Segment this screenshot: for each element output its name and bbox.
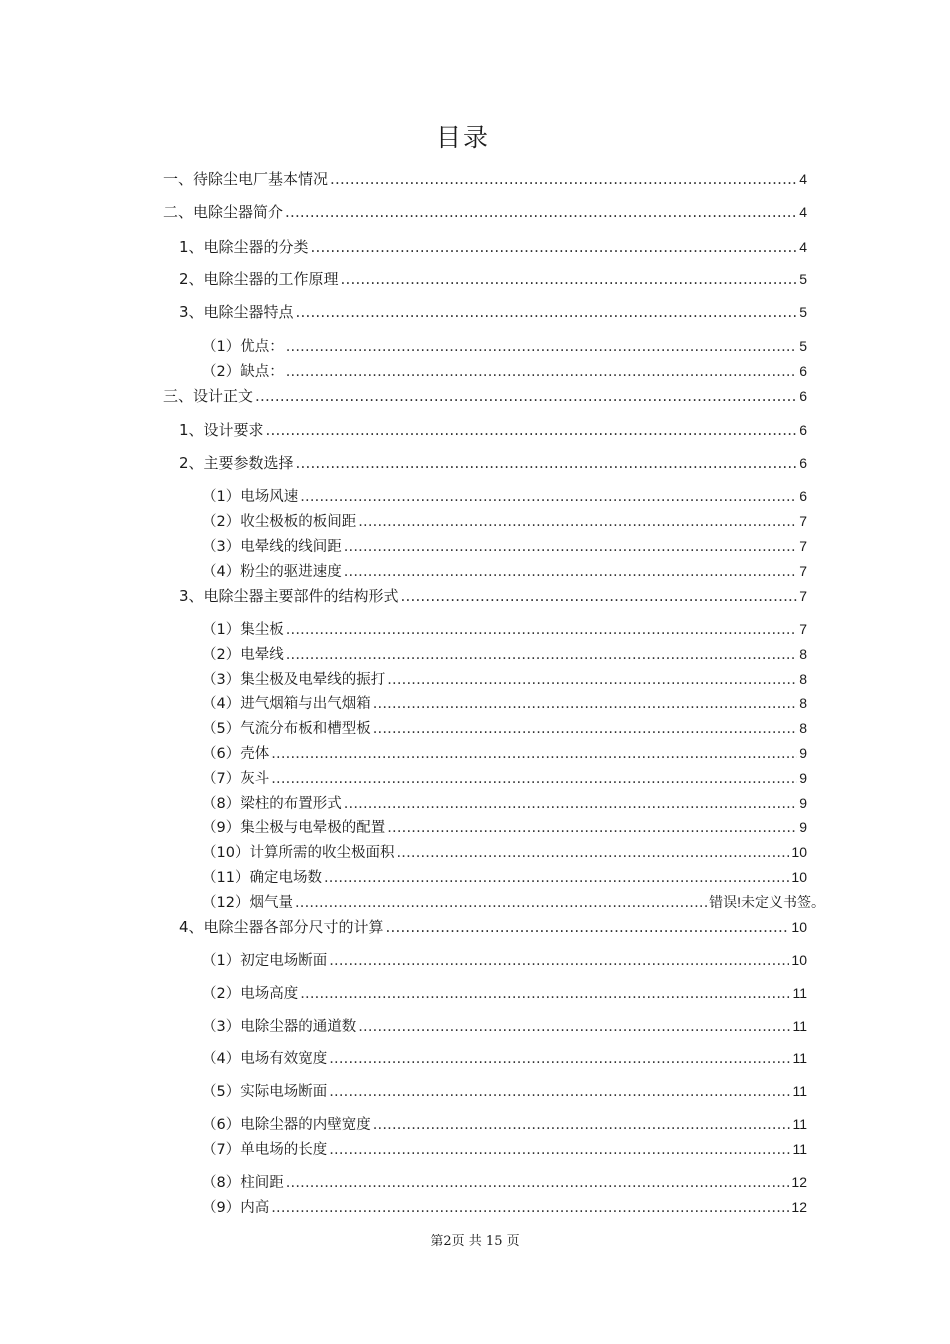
toc-entry[interactable]: [202, 1015, 807, 1037]
toc-entry[interactable]: [202, 866, 807, 888]
toc-entry[interactable]: [202, 982, 807, 1004]
toc-entry-label: 一、待除尘电厂基本情况: [163, 170, 329, 188]
toc-entry[interactable]: [179, 452, 807, 474]
toc-entry[interactable]: [202, 618, 807, 640]
toc-entry-label: （1）集尘板: [202, 622, 284, 638]
toc-entry-label: （3）集尘极及电晕线的振打: [202, 672, 386, 688]
dot-leader: [401, 585, 798, 607]
dot-leader: [344, 561, 797, 583]
toc-entry-page: 8: [799, 671, 807, 687]
dot-leader: [373, 1114, 791, 1136]
toc-entry[interactable]: [163, 385, 807, 407]
dot-leader: [329, 950, 789, 972]
dot-leader: [329, 1139, 790, 1161]
toc-entry-page: 8: [799, 646, 807, 662]
toc-entry[interactable]: [202, 1171, 807, 1193]
toc-entry[interactable]: [179, 236, 807, 258]
dot-leader: [329, 1081, 790, 1103]
toc-entry[interactable]: [202, 841, 807, 863]
toc-entry-page: 5: [799, 271, 807, 287]
toc-entry-page: 7: [799, 513, 807, 529]
dot-leader: [329, 1048, 790, 1070]
dot-leader: [296, 301, 798, 323]
toc-entry[interactable]: [202, 535, 807, 557]
dot-leader: [311, 236, 798, 258]
toc-entry[interactable]: [179, 916, 807, 938]
toc-entry-page: 6: [799, 488, 807, 504]
toc-entry[interactable]: [202, 1113, 807, 1135]
toc-entry-label: （9）集尘极与电晕极的配置: [202, 820, 386, 836]
dot-leader: [271, 743, 797, 765]
toc-entry[interactable]: [179, 301, 807, 323]
toc-entry-page: 5: [799, 338, 807, 354]
toc-entry-label: （7）单电场的长度: [202, 1142, 328, 1158]
toc-entry-page: 10: [791, 869, 807, 885]
dot-leader: [373, 718, 797, 740]
toc-entry-label: （4）进气烟箱与出气烟箱: [202, 696, 371, 712]
toc-entry-page: 5: [799, 304, 807, 320]
toc-entry[interactable]: [202, 668, 807, 690]
dot-leader: [255, 385, 797, 407]
toc-entry[interactable]: [202, 1196, 807, 1218]
toc-entry-page: 12: [791, 1199, 807, 1215]
toc-entry-label: （6）壳体: [202, 746, 270, 762]
toc-entry[interactable]: [202, 717, 807, 739]
toc-entry-label: （12）烟气量: [202, 895, 293, 911]
toc-entry[interactable]: [202, 335, 807, 357]
toc-entry-page: 11: [792, 1116, 807, 1132]
toc-entry[interactable]: [202, 742, 807, 764]
dot-leader: [358, 511, 797, 533]
toc-entry-label: 3、电除尘器特点: [179, 303, 294, 321]
toc-entry[interactable]: [179, 268, 807, 290]
toc-entry-page: 错误!未定义书签。: [709, 894, 825, 910]
toc-entry-label: 1、设计要求: [179, 421, 264, 439]
toc-entry[interactable]: [202, 360, 807, 382]
toc-entry-label: 1、电除尘器的分类: [179, 238, 309, 256]
toc-entry-label: 三、设计正文: [163, 387, 254, 405]
toc-entry[interactable]: [202, 949, 807, 971]
page-footer: 第2页 共 15 页: [430, 1234, 520, 1249]
toc-entry-label: （7）灰斗: [202, 771, 270, 787]
dot-leader: [387, 669, 797, 691]
toc-entry-label: （4）粉尘的驱进速度: [202, 564, 342, 580]
toc-entry-page: 11: [792, 985, 807, 1001]
toc-entry[interactable]: [202, 891, 825, 913]
toc-entry-page: 10: [791, 919, 807, 935]
dot-leader: [296, 452, 798, 474]
toc-entry[interactable]: [163, 168, 807, 190]
toc-entry-label: 4、电除尘器各部分尺寸的计算: [179, 918, 384, 936]
toc-entry[interactable]: [202, 792, 807, 814]
toc-entry-label: （10）计算所需的收尘极面积: [202, 845, 395, 861]
toc-entry-page: 6: [799, 363, 807, 379]
dot-leader: [373, 693, 797, 715]
toc-entry-label: （5）气流分布板和槽型板: [202, 721, 371, 737]
toc-entry[interactable]: [202, 1138, 807, 1160]
dot-leader: [285, 201, 797, 223]
toc-entry[interactable]: [202, 692, 807, 714]
toc-entry-page: 7: [799, 538, 807, 554]
toc-entry-label: （2）缺点：: [202, 364, 284, 380]
dot-leader: [358, 1016, 790, 1038]
toc-entry-page: 8: [799, 695, 807, 711]
toc-entry[interactable]: [163, 201, 807, 223]
dot-leader: [286, 619, 797, 641]
toc-entry-page: 11: [792, 1083, 807, 1099]
toc-entry[interactable]: [179, 419, 807, 441]
toc-entry[interactable]: [202, 485, 807, 507]
toc-entry-page: 11: [792, 1141, 807, 1157]
toc-entry-label: （3）电晕线的线间距: [202, 539, 342, 555]
dot-leader: [286, 361, 797, 383]
toc-entry[interactable]: [202, 1080, 807, 1102]
dot-leader: [286, 644, 797, 666]
toc-entry[interactable]: [179, 585, 807, 607]
toc-entry-page: 11: [792, 1050, 807, 1066]
toc-entry-label: 2、电除尘器的工作原理: [179, 270, 339, 288]
dot-leader: [300, 486, 797, 508]
toc-entry-page: 7: [799, 588, 807, 604]
toc-entry-page: 9: [799, 819, 807, 835]
dot-leader: [344, 536, 797, 558]
toc-entry-page: 10: [791, 952, 807, 968]
dot-leader: [295, 892, 707, 914]
dot-leader: [344, 793, 797, 815]
toc-entry-page: 6: [799, 422, 807, 438]
dot-leader: [286, 1172, 790, 1194]
toc-entry-page: 12: [791, 1174, 807, 1190]
toc-entry-page: 4: [799, 171, 807, 187]
toc-entry-page: 9: [799, 745, 807, 761]
toc-entry[interactable]: [202, 767, 807, 789]
toc-entry-label: （3）电除尘器的通道数: [202, 1019, 357, 1035]
toc-entry-page: 6: [799, 455, 807, 471]
toc-entry-label: （2）电晕线: [202, 647, 284, 663]
toc-entry-label: （8）梁柱的布置形式: [202, 796, 342, 812]
dot-leader: [396, 842, 789, 864]
dot-leader: [286, 336, 797, 358]
toc-entry-label: （1）电场风速: [202, 489, 299, 505]
toc-entry-label: 2、主要参数选择: [179, 454, 294, 472]
dot-leader: [341, 268, 798, 290]
toc-entry-page: 7: [799, 563, 807, 579]
toc-entry-page: 8: [799, 720, 807, 736]
toc-entry-page: 6: [799, 388, 807, 404]
dot-leader: [324, 867, 789, 889]
dot-leader: [300, 983, 790, 1005]
dot-leader: [266, 419, 798, 441]
toc-entry-page: 4: [799, 239, 807, 255]
toc-entry-label: （5）实际电场断面: [202, 1084, 328, 1100]
toc-entry-page: 11: [792, 1018, 807, 1034]
toc-entry-label: （1）优点：: [202, 339, 284, 355]
toc-entry-label: （9）内高: [202, 1200, 270, 1216]
toc-title: 目录: [435, 123, 490, 152]
toc-entry[interactable]: [202, 1047, 807, 1069]
dot-leader: [387, 817, 797, 839]
toc-entry[interactable]: [202, 560, 807, 582]
toc-entry-page: 4: [799, 204, 807, 220]
toc-entry-label: （11）确定电场数: [202, 870, 322, 886]
dot-leader: [271, 768, 797, 790]
toc-entry-label: （2）电场高度: [202, 986, 299, 1002]
toc-entry[interactable]: [202, 510, 807, 532]
toc-entry-label: （1）初定电场断面: [202, 953, 328, 969]
toc-entry-label: （4）电场有效宽度: [202, 1051, 328, 1067]
toc-entry[interactable]: [202, 816, 807, 838]
toc-entry-label: （8）柱间距: [202, 1175, 284, 1191]
toc-entry-label: （2）收尘极板的板间距: [202, 514, 357, 530]
toc-entry-page: 10: [791, 844, 807, 860]
toc-entry-label: 二、电除尘器简介: [163, 203, 284, 221]
dot-leader: [330, 168, 797, 190]
toc-entry-page: 9: [799, 795, 807, 811]
dot-leader: [271, 1197, 789, 1219]
toc-entry-label: （6）电除尘器的内壁宽度: [202, 1117, 371, 1133]
toc-entry-label: 3、电除尘器主要部件的结构形式: [179, 587, 399, 605]
toc-entry[interactable]: [202, 643, 807, 665]
dot-leader: [386, 916, 790, 938]
toc-entry-page: 9: [799, 770, 807, 786]
toc-entry-page: 7: [799, 621, 807, 637]
